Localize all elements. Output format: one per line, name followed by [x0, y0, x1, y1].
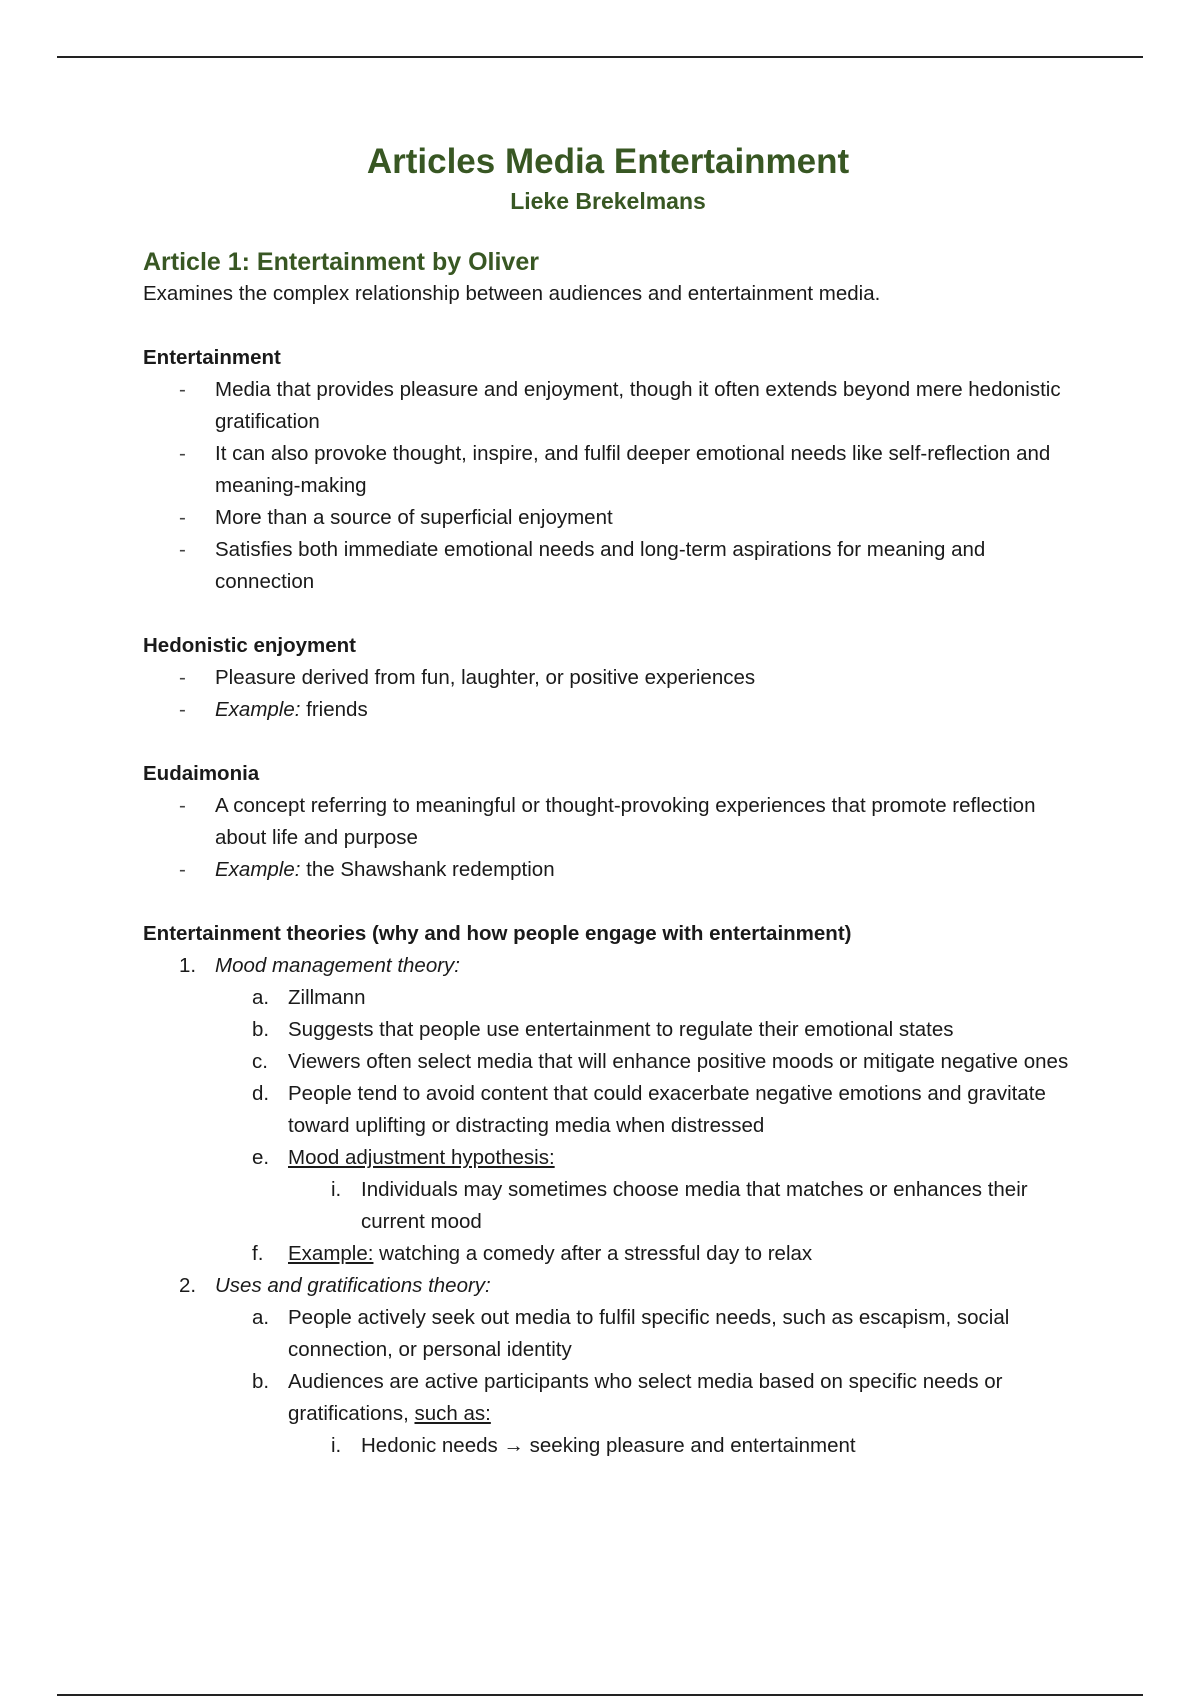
uses-sublist	[215, 1302, 1073, 1462]
dash-bullet: -	[179, 794, 186, 817]
list-item: f. Example: watching a comedy after a stressful day to relax	[252, 1242, 813, 1265]
header-rule	[57, 56, 1143, 58]
eudaimonia-list	[143, 790, 1073, 886]
dash-bullet: -	[179, 858, 186, 881]
list-item: - A concept referring to meaningful or thought-provoking experiences that promote reflection about life and purpose	[215, 790, 1073, 854]
footer-rule	[57, 1694, 1143, 1696]
article-intro: Examines the complex relationship between audiences and entertainment media.	[143, 282, 881, 305]
theory-item-uses: 2. Uses and gratifications theory: a. People actively seek out media to fulfil specific needs, such as escapism, social connection, or personal identity b. Audiences are active participants who select media based on specific needs or gratifications, such as: i. Hedonic needs → seeking pleasure and entertainment	[215, 1270, 1073, 1462]
list-item: - Media that provides pleasure and enjoyment, though it often extends beyond mere hedonistic gratification	[215, 374, 1073, 438]
example-label: Example:	[288, 1242, 374, 1265]
list-item: - Example: the Shawshank redemption	[215, 854, 1073, 886]
gratifications-sublist	[288, 1430, 1073, 1462]
list-item: a. Zillmann	[252, 986, 366, 1009]
such-as-label: such as:	[414, 1402, 491, 1425]
dash-bullet: -	[179, 378, 186, 401]
document-title: Articles Media Entertainment	[366, 142, 850, 181]
list-item: - Pleasure derived from fun, laughter, or positive experiences	[215, 662, 1073, 694]
list-item: e. Mood adjustment hypothesis: i. Individuals may sometimes choose media that matches or enhances their current mood	[288, 1142, 1073, 1238]
mood-adjustment-label: Mood adjustment hypothesis:	[288, 1146, 555, 1169]
theory-title: Mood management theory:	[215, 954, 460, 977]
article-heading: Article 1: Entertainment by Oliver	[143, 248, 539, 276]
dash-bullet: -	[179, 538, 186, 561]
list-item: b. Suggests that people use entertainment to regulate their emotional states	[252, 1018, 954, 1041]
dash-bullet: -	[179, 506, 186, 529]
section-heading-theories: Entertainment theories (why and how people engage with entertainment)	[143, 922, 852, 945]
section-heading-eudaimonia: Eudaimonia	[143, 762, 260, 785]
mood-adjustment-sublist	[288, 1174, 1073, 1238]
theory-item-mood: 1. Mood management theory: a. Zillmann b. Suggests that people use entertainment to regulate their emotional states c. Viewers often select media that will enhance positive moods or mitigate negative ones d. People tend to avoid content that could exacerbate negative emotions and gravitate toward uplifting or distracting media when distressed e. Mood adjustment hypothesis: i. Individuals may sometimes choose media that matches or enhances their current mood f. Example: watching a comedy after a stressful day to relax	[215, 950, 1073, 1270]
list-item: i. Hedonic needs → seeking pleasure and entertainment	[331, 1434, 856, 1457]
example-label: Example:	[215, 858, 301, 881]
dash-bullet: -	[179, 442, 186, 465]
list-item: i. Individuals may sometimes choose media that matches or enhances their current mood	[331, 1178, 1028, 1233]
dash-bullet: -	[179, 698, 186, 721]
list-item: - Satisfies both immediate emotional needs and long-term aspirations for meaning and connection	[215, 534, 1073, 598]
list-item: d. People tend to avoid content that could exacerbate negative emotions and gravitate toward uplifting or distracting media when distressed	[252, 1082, 1046, 1137]
theory-title: Uses and gratifications theory:	[215, 1274, 491, 1297]
list-item: c. Viewers often select media that will enhance positive moods or mitigate negative ones	[252, 1050, 1069, 1073]
list-item: - More than a source of superficial enjoyment	[215, 502, 1073, 534]
list-item: b. Audiences are active participants who select media based on specific needs or gratifications, such as: i. Hedonic needs → seeking pleasure and entertainment	[288, 1366, 1073, 1462]
list-item: - Example: friends	[215, 694, 1073, 726]
section-heading-hedonistic: Hedonistic enjoyment	[143, 634, 357, 657]
example-label: Example:	[215, 698, 301, 721]
document-body	[143, 140, 1073, 1462]
entertainment-list	[143, 374, 1073, 598]
document-author: Lieke Brekelmans	[510, 188, 706, 214]
dash-bullet: -	[179, 666, 186, 689]
list-item: - It can also provoke thought, inspire, and fulfil deeper emotional needs like self-reflection and meaning-making	[215, 438, 1073, 502]
mood-sublist	[215, 982, 1073, 1270]
theories-list	[143, 950, 1073, 1462]
hedonistic-list	[143, 662, 1073, 726]
section-heading-entertainment: Entertainment	[143, 346, 281, 369]
list-item: a. People actively seek out media to fulfil specific needs, such as escapism, social connection, or personal identity	[252, 1306, 1010, 1361]
